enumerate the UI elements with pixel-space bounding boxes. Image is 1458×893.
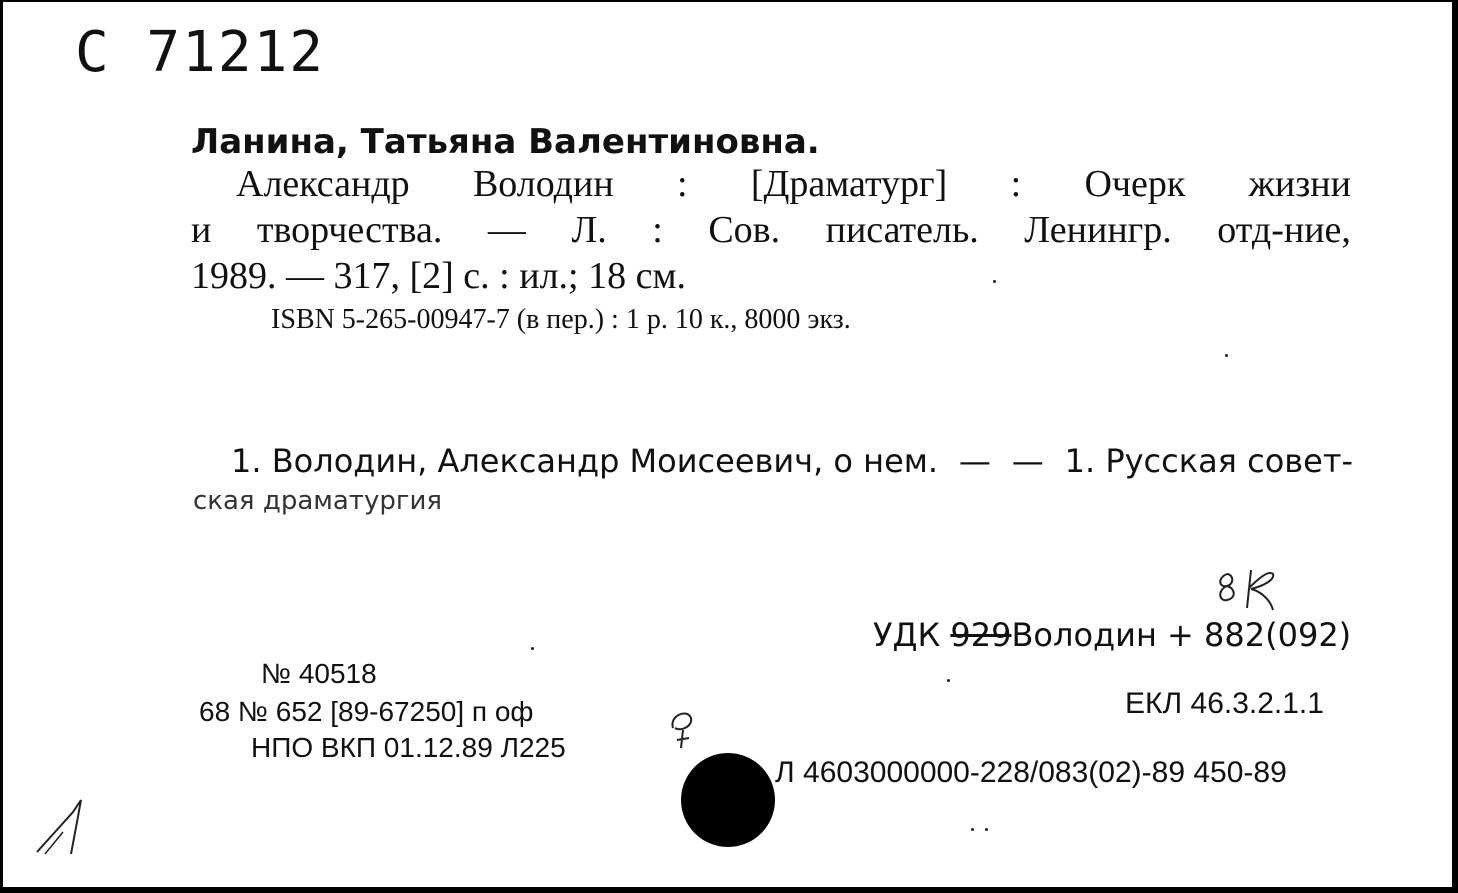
card-edge-bottom — [0, 887, 1458, 893]
speck — [947, 679, 950, 682]
title-word: : — [676, 163, 688, 205]
title-word: Ленингр. — [1024, 209, 1172, 251]
title-word: : — [1010, 163, 1022, 205]
title-word: и — [191, 209, 212, 251]
subject-continuation: ская драматургия — [193, 486, 443, 516]
handwritten-corner-number — [33, 792, 93, 862]
subject-headings — [231, 442, 1353, 480]
udk-struck-code: 929 — [950, 616, 1012, 654]
handwritten-udk-note — [1213, 564, 1283, 614]
speck — [985, 828, 988, 831]
title-word: творчества. — [256, 209, 443, 251]
title-word: Л. — [571, 209, 607, 251]
title-word: жизни — [1248, 163, 1351, 205]
subject-dash: — — [958, 442, 991, 480]
speck — [971, 828, 974, 831]
call-number: С 71212 — [75, 20, 326, 85]
title-line-2 — [191, 208, 1351, 252]
ekl-code: ЕКЛ 46.3.2.1.1 — [1125, 687, 1324, 720]
title-word: писатель. — [825, 209, 979, 251]
subject-dash: — — [1011, 442, 1044, 480]
speck — [1225, 354, 1228, 357]
title-word: Володин — [472, 163, 614, 205]
publisher-line: НПО ВКП 01.12.89 Л225 — [251, 732, 566, 763]
udk-code: Володин + 882(092) — [1011, 616, 1352, 654]
handwritten-mark — [663, 702, 703, 750]
order-number: 68 № 652 [89-67250] п оф — [199, 696, 534, 727]
catalog-code: Л 4603000000-228/083(02)-89 450-89 — [775, 756, 1287, 789]
subject-topic: 1. Русская совет- — [1064, 442, 1353, 480]
title-line-3: 1989. — 317, [2] с. : ил.; 18 см. — [191, 255, 687, 297]
title-word: [Драматург] — [750, 163, 948, 205]
author-heading: Ланина, Татьяна Валентиновна. — [191, 122, 820, 162]
title-word: Очерк — [1084, 163, 1186, 205]
speck — [531, 647, 534, 650]
title-line-1 — [236, 162, 1351, 206]
speck — [993, 280, 996, 283]
title-word: Сов. — [708, 209, 781, 251]
title-word: : — [652, 209, 663, 251]
card-number: № 40518 — [261, 658, 377, 689]
udk-classification — [873, 616, 1351, 654]
title-word: отд-ние, — [1217, 209, 1351, 251]
title-word: Александр — [236, 163, 410, 205]
udk-label: УДК — [873, 616, 941, 654]
title-word: — — [487, 209, 526, 251]
card-edge-right — [1452, 0, 1458, 893]
subject-person: 1. Володин, Александр Моисеевич, о нем. — [231, 442, 939, 480]
isbn-line: ISBN 5-265-00947-7 (в пер.) : 1 р. 10 к., 8000 экз. — [271, 304, 851, 335]
punch-hole — [681, 753, 775, 847]
